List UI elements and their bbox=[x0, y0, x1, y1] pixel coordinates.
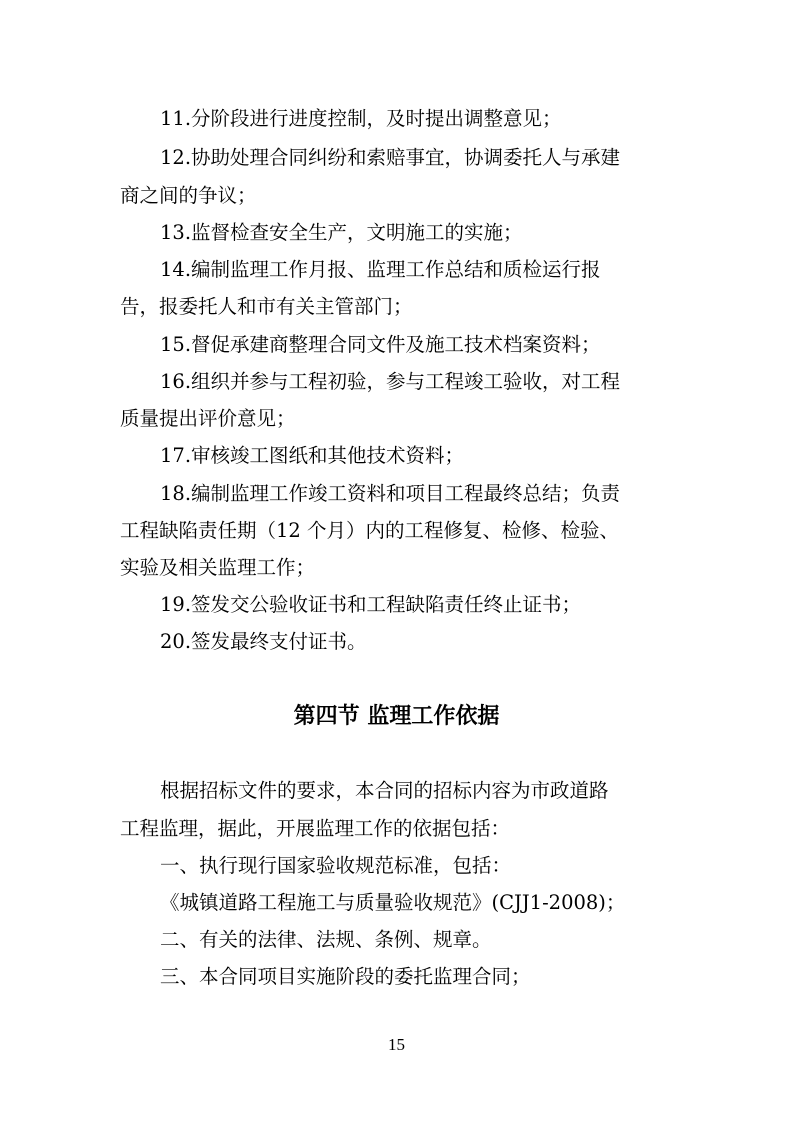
list-item: 19.签发交公验收证书和工程缺陷责任终止证书； bbox=[160, 593, 582, 616]
list-item: 13.监督检查安全生产，文明施工的实施； bbox=[160, 221, 523, 244]
body-line: 根据招标文件的要求，本合同的招标内容为市政道路 bbox=[160, 779, 609, 802]
body-line: 二、有关的法律、法规、条例、规章。 bbox=[160, 928, 492, 951]
list-item: 18.编制监理工作竣工资料和项目工程最终总结；负责 bbox=[160, 482, 621, 505]
list-item: 质量提出评价意见； bbox=[120, 407, 296, 430]
list-item: 商之间的争议； bbox=[120, 184, 257, 207]
list-item: 16.组织并参与工程初验，参与工程竣工验收，对工程 bbox=[160, 370, 621, 393]
list-item: 11.分阶段进行进度控制，及时提出调整意见； bbox=[160, 107, 562, 130]
list-item: 17.审核竣工图纸和其他技术资料； bbox=[160, 444, 465, 467]
list-item: 工程缺陷责任期（12 个月）内的工程修复、检修、检验、 bbox=[120, 519, 620, 542]
section-heading: 第四节 监理工作依据 bbox=[293, 704, 500, 729]
list-item: 14.编制监理工作月报、监理工作总结和质检运行报 bbox=[160, 258, 601, 281]
body-line: 工程监理，据此，开展监理工作的依据包括： bbox=[120, 817, 511, 840]
page-number: 15 bbox=[388, 1035, 405, 1054]
list-item: 20.签发最终支付证书。 bbox=[160, 630, 367, 653]
body-line: 一、执行现行国家验收规范标准，包括： bbox=[160, 854, 512, 877]
list-item: 实验及相关监理工作； bbox=[120, 556, 316, 579]
list-item: 告，报委托人和市有关主管部门； bbox=[120, 295, 413, 318]
list-item: 15.督促承建商整理合同文件及施工技术档案资料； bbox=[160, 333, 601, 356]
body-line: 《城镇道路工程施工与质量验收规范》(CJJ1-2008)； bbox=[160, 891, 626, 914]
body-line: 三、本合同项目实施阶段的委托监理合同； bbox=[160, 965, 531, 988]
list-item: 12.协助处理合同纠纷和索赔事宜，协调委托人与承建 bbox=[160, 146, 621, 169]
